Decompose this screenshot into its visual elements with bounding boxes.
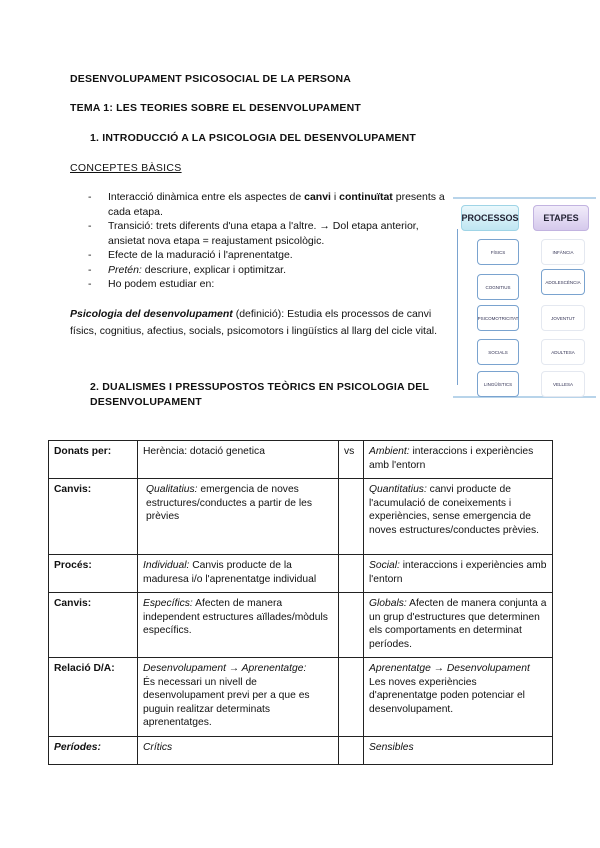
definition-paragraph: Psicologia del desenvolupament (definició): Estudia els processos de canvi físics, cognitius, afectius, socials, psicomotors i lingüístics al llarg del cicle vital. xyxy=(70,308,438,337)
table-row: Canvis: Qualitatius: emergencia de noves estructures/conductes a partir de les prèvies Quantitatius: canvi producte de l'acumulació de coneixements i experiències, sense emergencia de noves estructures/conductes prèvies. xyxy=(49,479,553,555)
diagram-box: JOVENTUT xyxy=(541,305,585,331)
section-1-heading: 1. INTRODUCCIÓ A LA PSICOLOGIA DEL DESENVOLUPAMENT xyxy=(90,132,416,144)
dualisms-table xyxy=(48,440,553,765)
diagram-box: ADULTESA xyxy=(541,339,585,365)
section-2-heading: 2. DUALISMES I PRESSUPOSTOS TEÒRICS EN PSICOLOGIA DEL DESENVOLUPAMENT xyxy=(90,381,429,408)
bullet-item: - Pretén: descriure, explicar i optimitzar. xyxy=(88,263,448,278)
table-row: Procés: Individual: Canvis producte de la maduresa i/o l'aprenentatge individual Social: interaccions i experiències amb l'entorn xyxy=(49,555,553,593)
table-row: Relació D/A: Desenvolupament → Aprenentatge: És necessari un nivell de desenvolupament previ per a que es puguin realitzar determinats aprenentatges. Aprenentatge → Desenvolupament Les noves experiències d'aprenentatge poden potenciar el desenvolupament. xyxy=(49,658,553,737)
subheading: CONCEPTES BÀSICS xyxy=(70,162,182,174)
diagram-box: FÍSICS xyxy=(477,239,519,265)
table-row: Períodes: Crítics Sensibles xyxy=(49,736,553,764)
document-title: DESENVOLUPAMENT PSICOSOCIAL DE LA PERSONA xyxy=(70,73,352,85)
diagram-box: LINGÜÍSTICS xyxy=(477,371,519,397)
table-row: Canvis: Específics: Afecten de manera independent estructures aïllades/mòduls específics. Globals: Afecten de manera conjunta a un grup d'estructures que determinen els comportaments en determinat períodes. xyxy=(49,593,553,658)
bullet-item: - Interacció dinàmica entre els aspectes de canvi i continuïtat presents a cada etapa. xyxy=(88,190,448,219)
bullet-list xyxy=(88,190,448,292)
diagram-box: ADOLESCÈNCIA xyxy=(541,269,585,295)
processes-stages-diagram xyxy=(453,197,596,398)
bullet-item: - Transició: trets diferents d'una etapa a l'altre. → Dol etapa anterior, ansietat nova etapa = reajustament psicològic. xyxy=(88,219,448,248)
table-row: Donats per: Herència: dotació genetica vs Ambient: interaccions i experiències amb l'entorn xyxy=(49,441,553,479)
diagram-box: COGNITIUS xyxy=(477,274,519,300)
processos-header: PROCESSOS xyxy=(461,205,519,231)
diagram-box: SOCIALS xyxy=(477,339,519,365)
diagram-box: VELLESA xyxy=(541,371,585,397)
bullet-item: - Ho podem estudiar en: xyxy=(88,277,448,292)
topic-heading: TEMA 1: LES TEORIES SOBRE EL DESENVOLUPAMENT xyxy=(70,102,361,114)
etapes-header: ETAPES xyxy=(533,205,589,231)
diagram-box: PSICOMOTRICITAT xyxy=(477,305,519,331)
diagram-box: INFÀNCIA xyxy=(541,239,585,265)
bullet-item: - Efecte de la maduració i l'aprenentatge. xyxy=(88,248,448,263)
